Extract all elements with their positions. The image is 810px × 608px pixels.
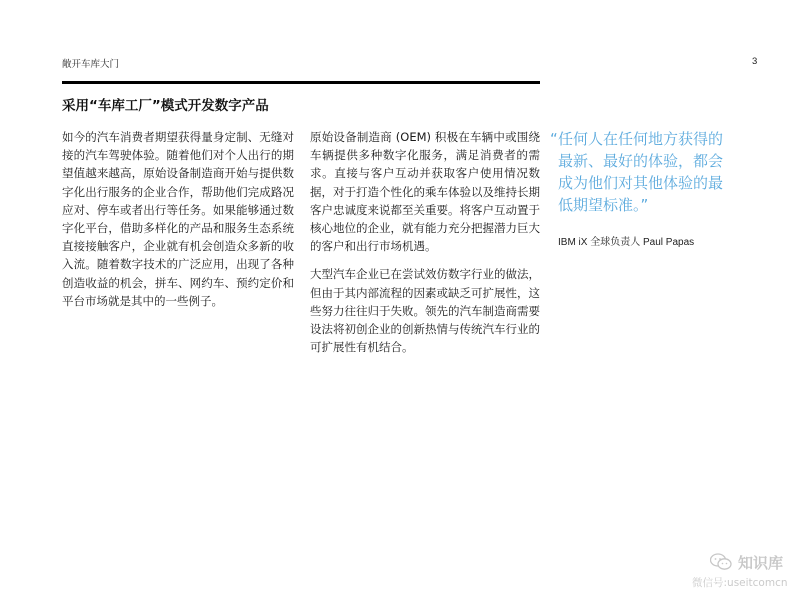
- watermark: [686, 549, 804, 593]
- section-divider: [62, 81, 540, 84]
- page-number: 3: [752, 56, 758, 67]
- running-header-title: 敞开车库大门: [62, 59, 120, 70]
- quote-text: 任何人在任何地方获得的最新、最好的体验，都会成为他们对其他体验的最低期望标准。: [558, 130, 724, 214]
- watermark-id: 微信号:useitcomcn: [692, 577, 788, 589]
- quote-close-mark: ”: [640, 196, 649, 214]
- quote-open-mark: “: [550, 130, 558, 148]
- body-paragraph: 如今的汽车消费者期望获得量身定制、无缝对接的汽车驾驶体验。随着他们对个人出行的期望值越来越高，原始设备制造商开始与提供数字化出行服务的企业合作，帮助他们完成路况应对、停车或者出行等任务。如果能够通过数字化平台，借助多样化的产品和服务生态系统直接接触客户，企业就有机会创造众多新的收入流。随着数字技术的广泛应用，出现了各种创造收益的机会，拼车、网约车、预约定价和平台市场就是其中的一些例子。: [62, 130, 294, 308]
- pull-quote: [550, 128, 736, 216]
- body-column-2: [310, 128, 540, 366]
- quote-attribution: IBM iX 全球负责人 Paul Papas: [558, 237, 695, 248]
- wechat-icon: [710, 553, 732, 571]
- section-heading: 采用“车库工厂”模式开发数字产品: [62, 98, 269, 114]
- body-paragraph: 原始设备制造商 (OEM) 积极在车辆中或围绕车辆提供多种数字化服务，满足消费者的需求。直接与客户互动并获取客户使用情况数据，对于打造个性化的乘车体验以及维持长期客户忠诚度来说都至关重要。将客户互动置于核心地位的企业，就有能力充分把握潜力巨大的客户和出行市场机遇。: [310, 130, 540, 254]
- body-paragraph: 大型汽车企业已在尝试效仿数字行业的做法，但由于其内部流程的因素或缺乏可扩展性，这些努力往往归于失败。领先的汽车制造商需要设法将初创企业的创新热情与传统汽车行业的可扩展性有机结合。: [310, 267, 540, 355]
- body-column-1: [62, 128, 294, 320]
- watermark-name: 知识库: [738, 554, 784, 572]
